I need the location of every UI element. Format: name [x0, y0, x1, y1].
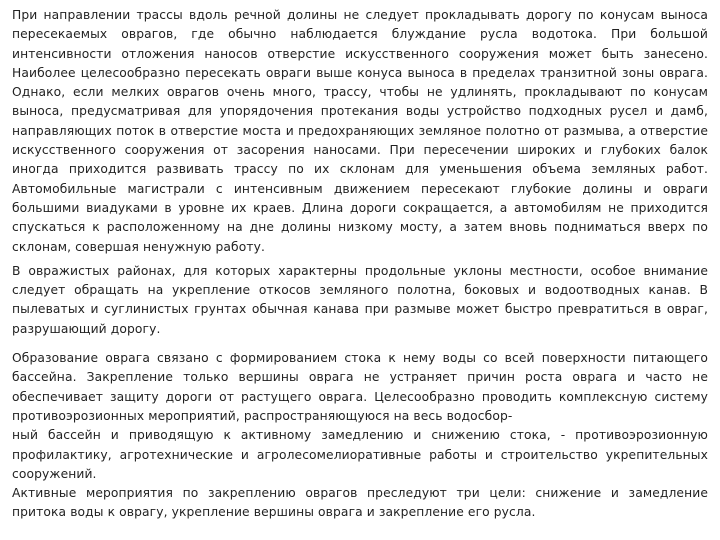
paragraph-active-measures: Активные мероприятия по закреплению оврагов преследуют три цели: снижение и замедление притока воды к оврагу, укрепление вершины оврага и закрепление его русла.	[12, 486, 708, 520]
paragraph-gully-regions: В овражистых районах, для которых характерны продольные уклоны местности, особое внимание следует обращать на укрепление откосов земляного полотна, боковых и водоотводных канав. В пылеватых и суглинистых грунтах обычная канава при размыве может быстро превратиться в овраг, разрушающий дорогу.	[12, 263, 708, 336]
paragraph-anti-erosion-measures: ный бассейн и приводящую к активному замедлению и снижению стока, - противоэрозионную профилактику, агротехнические и агролесомелиоративные работы и строительство укрепительных сооружений.	[12, 428, 708, 481]
paragraph-trace-along-valley: При направлении трассы вдоль речной долины не следует прокладывать дорогу по конусам выноса пересекаемых оврагов, где обычно наблюдается блуждание русла водотока. При большой интенсивности отложения наносов отверстие искусственного сооружения может быть занесено. Наиболее целесообразно пересекать овраги выше конуса выноса в пределах транзитной зоны оврага. Однако, если мелких оврагов очень много, трассу, чтобы не удлинять, прокладывают по конусам выноса, предусматривая для упорядочения протекания воды устройство подходных русел и дамб, направляющих поток в отверстие моста и предохраняющих земляное полотно от размыва, а отверстие искусственного сооружения от засорения наносами. При пересечении широких и глубоких балок иногда приходится развивать трассу по их склонам для уменьшения объема земляных работ. Автомобильные магистрали с интенсивным движением пересекают глубокие долины и овраги большими виадуками в уровне их краев. Длина дороги сокращается, а автомобилям не приходится спускаться к расположенному на дне долины низкому мосту, а затем вновь подниматься вверх по склонам, совершая ненужную работу.	[12, 8, 708, 254]
paragraph-gully-formation: Образование оврага связано с формированием стока к нему воды со всей поверхности питающего бассейна. Закрепление только вершины оврага не устраняет причин роста оврага и часто не обеспечивает защиту дороги от растущего оврага. Целесообразно проводить комплексную систему противоэрозионных мероприятий, распространяющуюся на весь водосбор-	[12, 351, 708, 423]
